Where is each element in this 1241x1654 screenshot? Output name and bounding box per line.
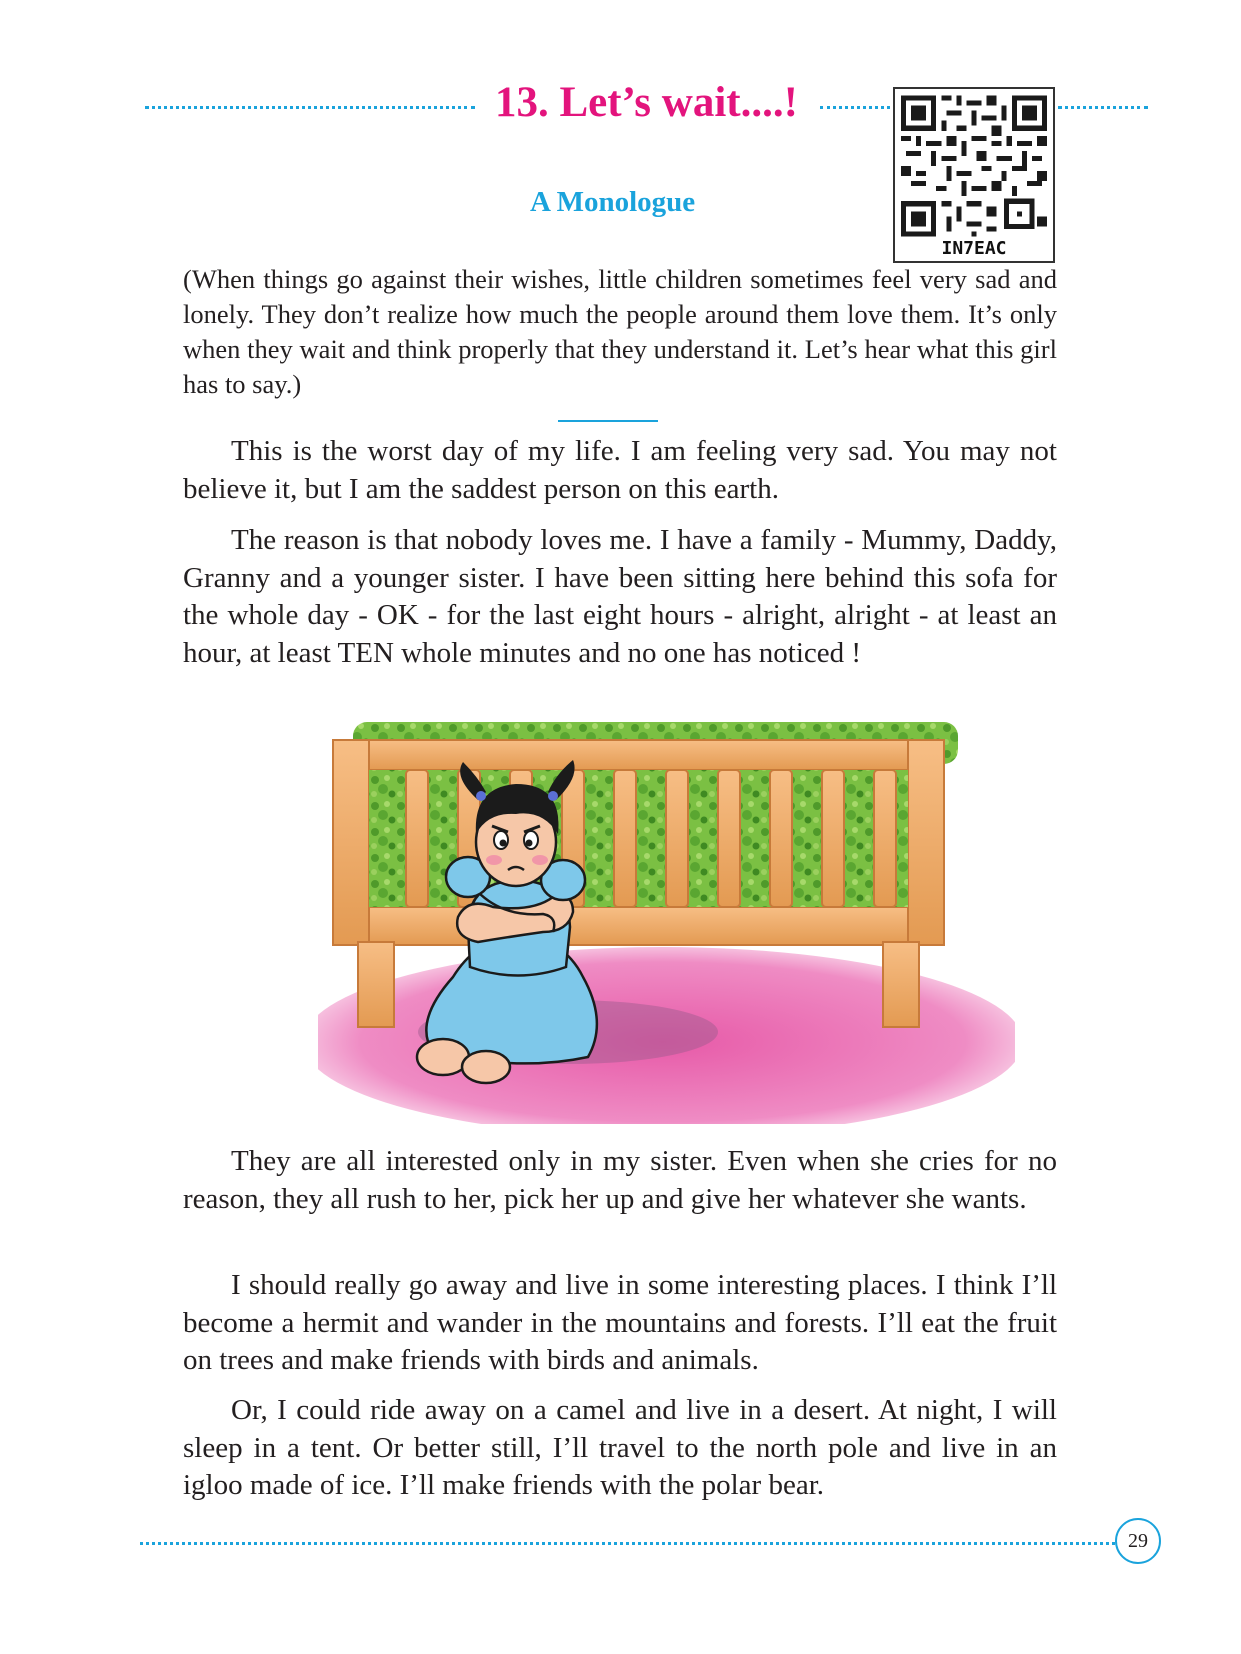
qr-code-label: IN7EAC (941, 238, 1007, 259)
header-dotted-rule-middle (820, 106, 890, 109)
body-paragraph: I should really go away and live in some interesting places. I think I’ll become a hermit and wander in the mountains and forests. I’ll eat the fruit on trees and make friends with birds and animals. (183, 1269, 1057, 1376)
intro-divider (558, 420, 658, 422)
intro-paragraph: (When things go against their wishes, little children sometimes feel very sad and lonely. They don’t realize how much the people around them love them. It’s only when they wait and think properly that they understand it. Let’s hear what this girl has to say.) (183, 264, 1057, 399)
qr-code-pattern (901, 95, 1047, 237)
footer-dotted-rule (140, 1542, 1115, 1545)
section-subtitle: A Monologue (530, 186, 696, 218)
girl-behind-sofa-illustration (318, 722, 1015, 1124)
body-paragraph: Or, I could ride away on a camel and live in a desert. At night, I will sleep in a tent. Or better still, I’ll travel to the north pole and live in an igloo made of ice. I’ll make friends with the polar bear. (183, 1394, 1057, 1501)
header-dotted-rule-right (1058, 106, 1148, 109)
page-number: 29 (1115, 1518, 1161, 1564)
body-paragraph: The reason is that nobody loves me. I have a family - Mummy, Daddy, Granny and a younger sister. I have been sitting here behind this sofa for the whole day - OK - for the last eight hours - alright, alright - at least an hour, at least TEN whole minutes and no one has noticed ! (183, 524, 1057, 669)
body-paragraph: They are all interested only in my sister. Even when she cries for no reason, they all rush to her, pick her up and give her whatever she wants. (183, 1145, 1057, 1215)
header-dotted-rule-left (145, 106, 475, 109)
qr-code[interactable] (893, 87, 1055, 263)
body-paragraph: This is the worst day of my life. I am feeling very sad. You may not believe it, but I am the saddest person on this earth. (183, 435, 1057, 505)
chapter-title: 13. Let’s wait....! (495, 79, 798, 126)
